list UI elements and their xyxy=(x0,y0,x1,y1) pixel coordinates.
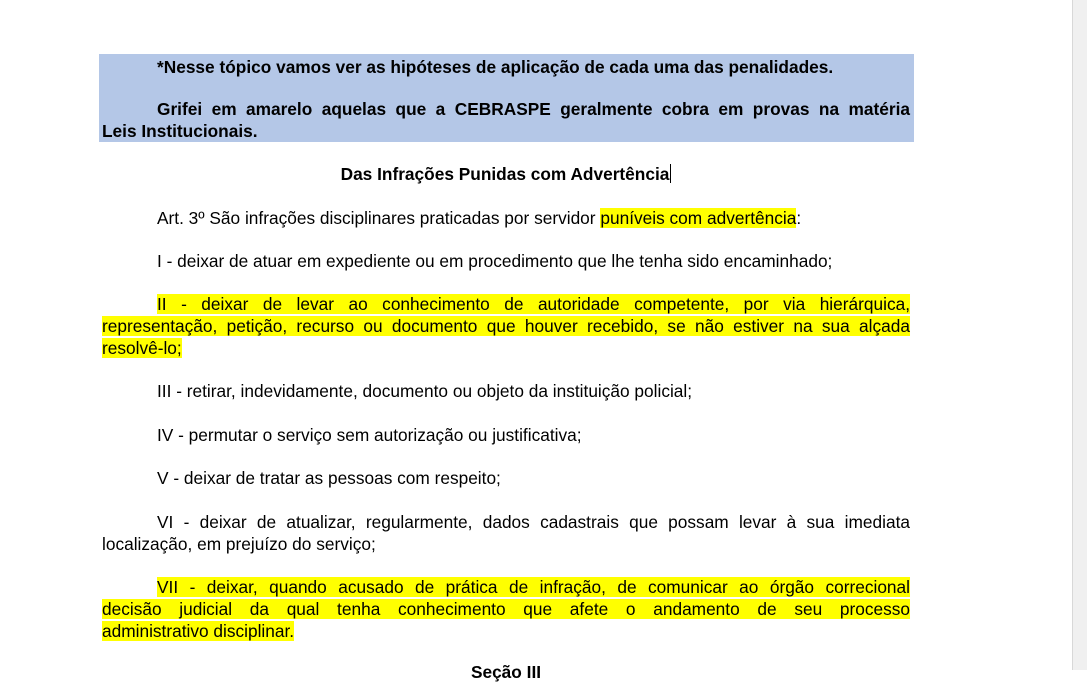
item-ii-line-2[interactable] xyxy=(102,315,910,337)
next-section-heading[interactable] xyxy=(102,661,910,683)
next-section-heading-text: Seção III xyxy=(470,662,542,682)
item-vii-text-2: decisão judicial da qual tenha conhecimento que afete o andamento de seu processo xyxy=(102,599,910,619)
item-ii-line-3[interactable] xyxy=(102,337,910,359)
item-ii-text-1: II - deixar de levar ao conhecimento de autoridade competente, por via hierárquica, xyxy=(157,294,910,314)
item-vi-text-1: VI - deixar de atualizar, regularmente, dados cadastrais que possam levar à sua imediata xyxy=(157,512,910,532)
item-ii-text-3: resolvê-lo; xyxy=(102,338,182,358)
vertical-scrollbar[interactable] xyxy=(1072,0,1087,670)
art3-highlight: puníveis com advertência xyxy=(600,208,797,228)
note-line-2[interactable] xyxy=(102,98,910,120)
item-iii-text: III - retirar, indevidamente, documento ou objeto da instituição policial; xyxy=(157,381,693,401)
item-vi-text-2: localização, em prejuízo do serviço; xyxy=(102,534,376,554)
note-line-3[interactable] xyxy=(102,120,910,142)
note-text-2a-post: geralmente cobra em provas na matéria xyxy=(550,99,910,119)
item-ii-line-1[interactable] xyxy=(102,293,910,315)
art3-text: Art. 3º São infrações disciplinares praticadas por servidor xyxy=(157,208,601,228)
item-vii-line-3[interactable] xyxy=(102,620,910,642)
section-title[interactable] xyxy=(102,163,910,185)
item-ii-text-2: representação, petição, recurso ou documento que houver recebido, se não estiver na sua alçada xyxy=(102,316,910,336)
item-i-text: I - deixar de atuar em expediente ou em procedimento que lhe tenha sido encaminhado; xyxy=(157,251,833,271)
note-line-1[interactable] xyxy=(102,56,910,78)
item-v[interactable] xyxy=(102,467,910,489)
item-iv[interactable] xyxy=(102,424,910,446)
item-v-text: V - deixar de tratar as pessoas com respeito; xyxy=(157,468,501,488)
note-text-cebraspe: CEBRASPE xyxy=(454,99,551,119)
item-iv-text: IV - permutar o serviço sem autorização ou justificativa; xyxy=(157,425,582,445)
item-vii-text-1: VII - deixar, quando acusado de prática de infração, de comunicar ao órgão correcional xyxy=(157,577,910,597)
item-vii-line-2[interactable] xyxy=(102,598,910,620)
item-vii-line-1[interactable] xyxy=(102,576,910,598)
note-text-1: *Nesse tópico vamos ver as hipóteses de aplicação de cada uma das penalidades. xyxy=(157,57,834,77)
art3-paragraph[interactable] xyxy=(102,207,910,229)
note-text-2a-pre: Grifei em amarelo aquelas que a xyxy=(157,99,455,119)
text-cursor xyxy=(670,164,671,183)
section-title-text: Das Infrações Punidas com Advertência xyxy=(340,164,670,184)
item-iii[interactable] xyxy=(102,380,910,402)
art3-colon: : xyxy=(796,208,802,228)
item-i[interactable] xyxy=(102,250,910,272)
item-vi-line-1[interactable] xyxy=(102,511,910,533)
item-vii-text-3: administrativo disciplinar. xyxy=(102,621,295,641)
item-vi-line-2[interactable] xyxy=(102,533,910,555)
note-text-2b: Leis Institucionais. xyxy=(102,121,258,141)
